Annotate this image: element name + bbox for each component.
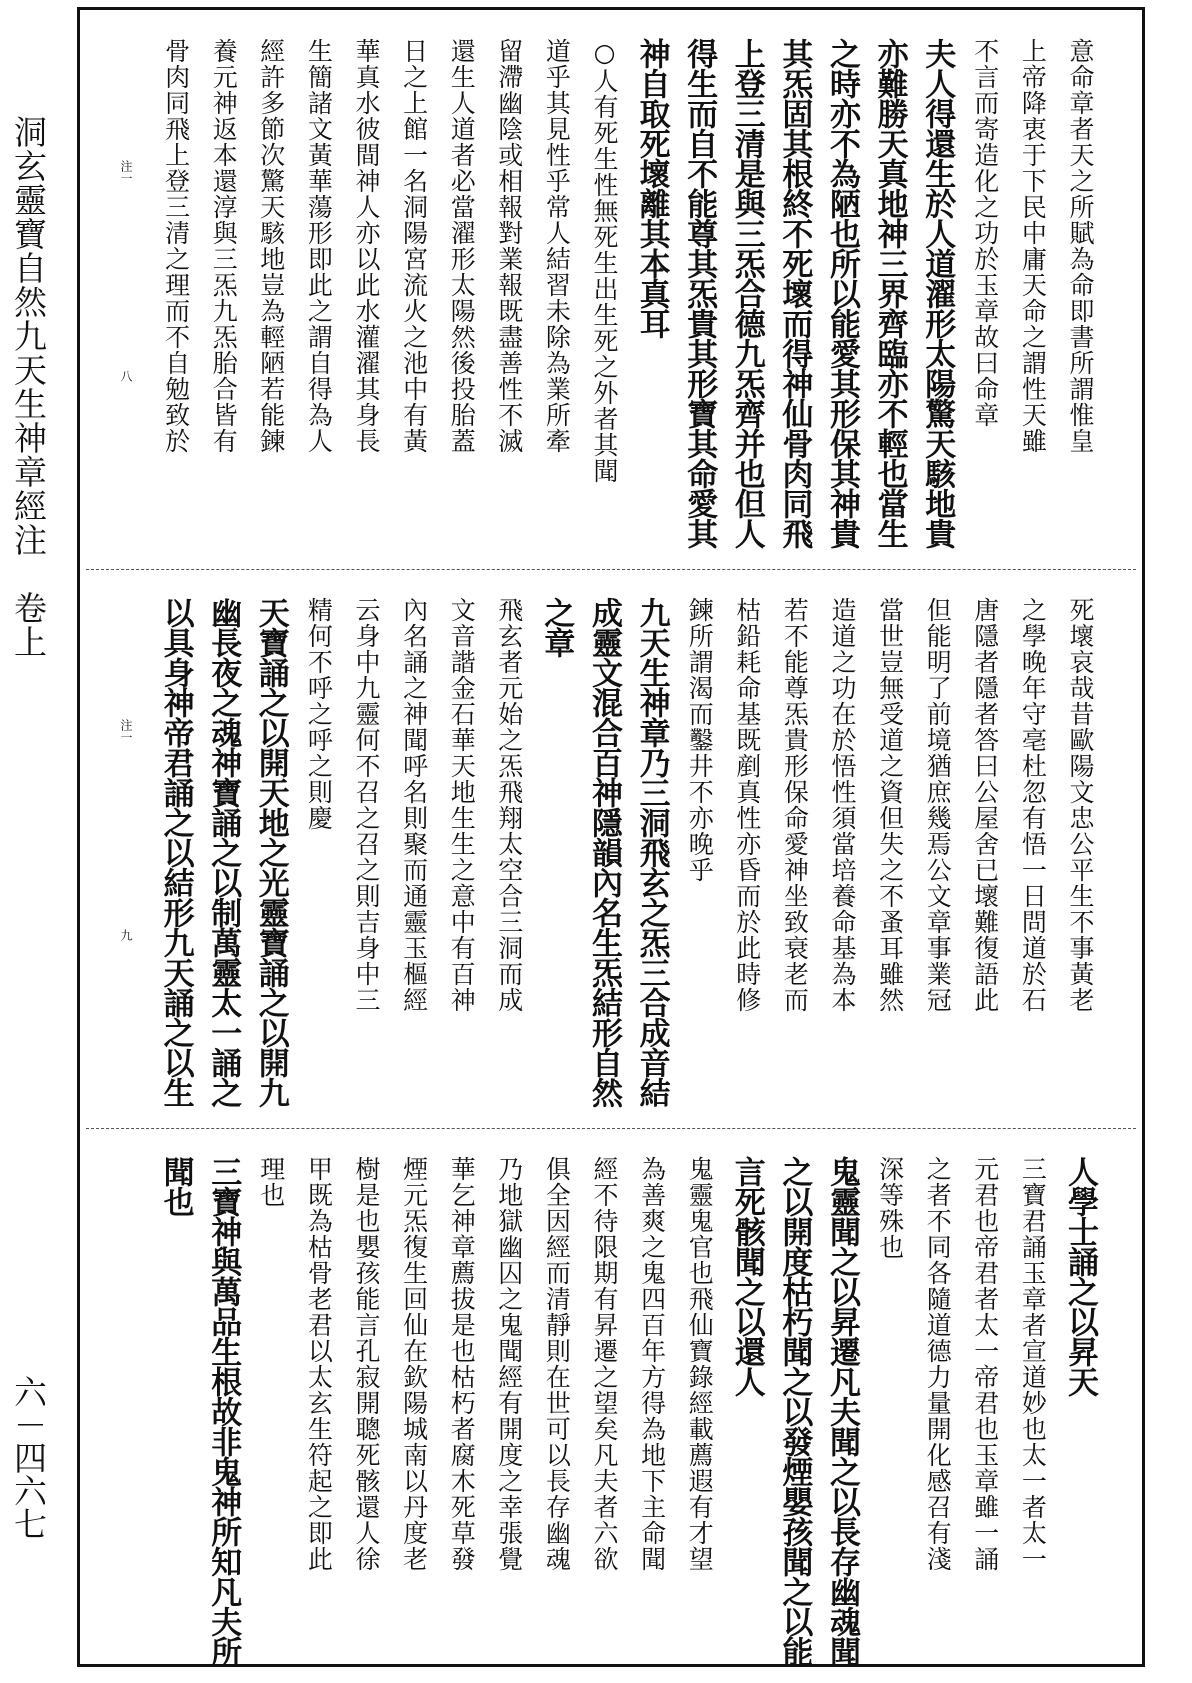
text-column: 但能明了前境猶庶幾焉公文章事業冠 (923, 597, 953, 1013)
text-band-3 (80, 1128, 1142, 1667)
text-column: 云身中九靈何不召之召之則吉身中三 (352, 597, 381, 1013)
text-column: 精何不呼之呼之則慶 (304, 597, 334, 831)
text-column: 鬼靈聞之以昇遷凡夫聞之以長存幽魂聞 (824, 1156, 860, 1666)
text-column: 深等殊也 (875, 1156, 905, 1260)
text-column: 上帝降衷于下民中庸天命之謂性天雖 (1018, 38, 1048, 454)
text-column: 俱全因經而清靜則在世可以長存幽魂 (542, 1156, 572, 1572)
text-column: 樹是也嬰孩能言孔寂開聰死骸還人徐 (352, 1156, 381, 1572)
text-column: 乃地獄幽囚之鬼聞經有開度之幸張覺 (494, 1156, 524, 1572)
text-column: 還生人道者必當濯形太陽然後投胎蓋 (447, 38, 477, 454)
text-column: 甲既為枯骨老君以太玄生符起之即此 (304, 1156, 334, 1572)
text-column: 其炁固其根終不死壞而得神仙骨肉同飛 (776, 38, 813, 548)
folio-marker: 注一 (119, 719, 133, 743)
text-column: 留滯幽陰或相報對業報既盡善性不滅 (494, 38, 524, 454)
text-column: 之章 (538, 597, 575, 657)
text-column: 意命章者天之所賦為命即書所謂惟皇 (1066, 38, 1095, 454)
text-column: 成靈文混合百神隱韻內名生炁結形自然 (586, 597, 622, 1107)
text-column: 經不待限期有昇遷之望矣凡夫者六欲 (590, 1156, 619, 1572)
page-frame (77, 7, 1145, 1667)
page-number: 六－四六七 (9, 1375, 48, 1540)
text-band-1 (80, 10, 1142, 569)
text-column: 之學晚年守亳杜忽有悟一日問道於石 (1018, 597, 1048, 1013)
text-column: 不言而寄造化之功於玉章故曰命章 (970, 38, 1000, 428)
text-column: 骨肉同飛上登三清之理而不自勉致於 (161, 38, 191, 454)
text-column: 死壞哀哉昔歐陽文忠公平生不事黃老 (1066, 597, 1095, 1013)
text-column: 內名誦之神聞呼名則聚而通靈玉樞經 (399, 597, 429, 1013)
text-column: 神自取死壞離其本真耳 (633, 38, 670, 338)
text-column: 生簡諸文黃華蕩形即此之謂自得為人 (304, 38, 334, 454)
text-column: 經許多節次驚天駭地豈為輕陋若能鍊 (256, 38, 286, 454)
text-column: 道乎其見性乎常人結習未除為業所牽 (542, 38, 572, 454)
text-column: 人學士誦之以昇天 (1062, 1156, 1098, 1396)
text-column: 當世豈無受道之資但失之不蚤耳雖然 (875, 597, 905, 1013)
side-title: 洞玄靈寶自然九天生神章經注 卷上 (9, 115, 48, 659)
folio-marker: 九 (119, 929, 133, 941)
text-column: 飛玄者元始之炁飛翔太空合三洞而成 (494, 597, 524, 1013)
text-column: 得生而自不能尊其炁貴其形寶其命愛其 (681, 38, 718, 548)
text-column: 言死骸聞之以還人 (728, 1156, 765, 1396)
text-column: 鍊所謂渴而鑿井不亦晚乎 (685, 597, 715, 883)
text-column: 三寶神與萬品生根故非鬼神所知凡夫所 (205, 1156, 242, 1666)
text-column: ○人有死生性無死生出生死之外者其聞 (590, 38, 619, 484)
text-column: 之以開度枯朽聞之以發煙嬰孩聞之以能 (776, 1156, 813, 1666)
text-column: 日之上館一名洞陽宮流火之池中有黃 (399, 38, 429, 454)
folio-marker: 注一 (119, 160, 133, 184)
folio-marker: 八 (119, 370, 133, 382)
text-column: 九天生神章乃三洞飛玄之炁三合成音結 (633, 597, 670, 1107)
text-column: 枯鉛耗命基既剷真性亦昏而於此時修 (732, 597, 762, 1013)
text-column: 養元神返本還淳與三炁九炁胎合皆有 (209, 38, 239, 454)
text-column: 若不能尊炁貴形保命愛神坐致衰老而 (780, 597, 810, 1013)
text-column: 唐隱者隱者答曰公屋舍已壞難復語此 (970, 597, 1000, 1013)
text-column: 天寶誦之以開天地之光靈寶誦之以開九 (252, 597, 289, 1107)
text-column: 以具身神帝君誦之以結形九天誦之以生 (157, 597, 194, 1107)
text-band-2 (80, 569, 1142, 1128)
text-column: 煙元炁復生回仙在欽陽城南以丹度老 (399, 1156, 429, 1572)
text-column: 文音諧金石華天地生生之意中有百神 (447, 597, 477, 1013)
text-column: 造道之功在於悟性須當培養命基為本 (828, 597, 857, 1013)
text-column: 之者不同各隨道德力量開化感召有淺 (923, 1156, 953, 1572)
text-column: 聞也 (157, 1156, 194, 1216)
text-column: 華真水彼間神人亦以此水灌濯其身長 (352, 38, 381, 454)
text-column: 鬼靈鬼官也飛仙寶錄經載薦遐有才望 (685, 1156, 715, 1572)
text-column: 幽長夜之魂神寶誦之以制萬靈太一誦之 (205, 597, 242, 1107)
text-column: 夫人得還生於人道濯形太陽驚天駭地貴 (919, 38, 956, 548)
text-column: 上登三清是與三炁合德九炁齊并也但人 (728, 38, 765, 548)
text-column: 理也 (256, 1156, 286, 1208)
text-column: 華乞神章薦拔是也枯朽者腐木死草發 (447, 1156, 477, 1572)
text-column: 元君也帝君者太一帝君也玉章雖一誦 (970, 1156, 1000, 1572)
text-column: 為善爽之鬼四百年方得為地下主命聞 (637, 1156, 667, 1572)
text-column: 之時亦不為陋也所以能愛其形保其神貴 (824, 38, 860, 548)
text-column: 亦難勝天真地神三界齊臨亦不輕也當生 (871, 38, 908, 548)
text-column: 三寶君誦玉章者宣道妙也太一者太一 (1018, 1156, 1048, 1572)
